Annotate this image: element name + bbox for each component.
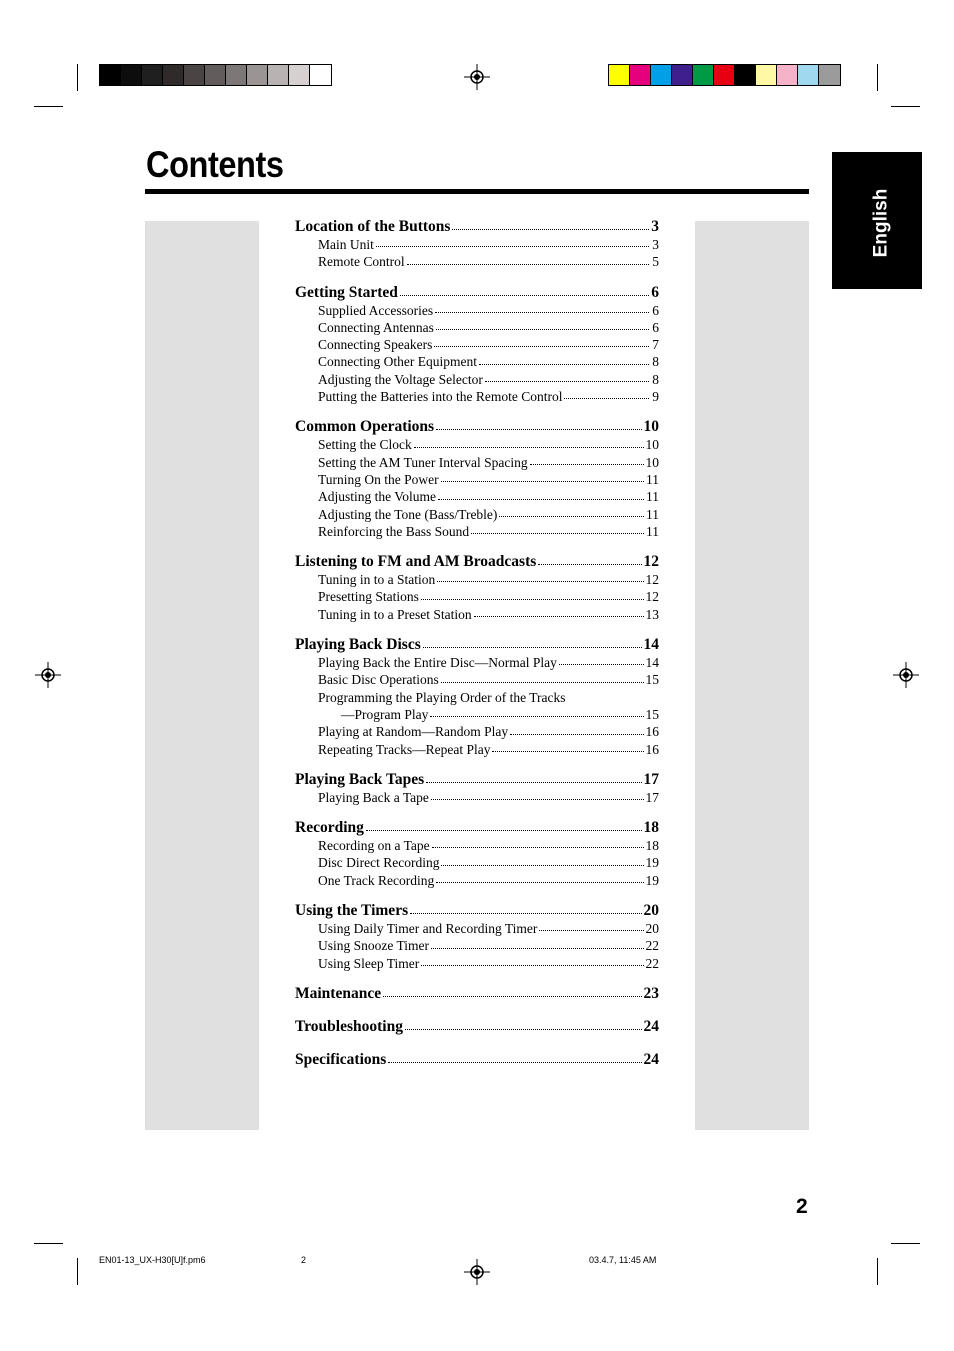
dot-leader [564,397,649,399]
color-swatch [735,65,756,85]
toc-section [295,771,659,807]
toc-heading-page: 6 [651,283,659,301]
toc-entry [295,372,659,389]
toc-entry-page: 15 [645,706,659,722]
toc-entry [295,303,659,320]
toc-entry [295,655,659,672]
toc-section [295,218,659,272]
color-swatch [226,65,247,85]
color-swatch [310,65,331,85]
crop-mark [877,1258,878,1285]
toc-entry-page: 13 [645,606,659,622]
dot-leader [436,881,643,883]
color-swatch [714,65,735,85]
dot-leader [430,715,643,717]
toc-entry [295,790,659,807]
registration-mark-icon [35,662,61,688]
toc-entry [295,956,659,973]
toc-entry-page: 22 [645,955,659,971]
toc-section [295,418,659,541]
dot-leader [436,428,641,430]
process-color-bar [608,64,841,86]
toc-entry-label: Playing Back the Entire Disc—Normal Play [318,655,557,671]
toc-heading-label: Playing Back Tapes [295,770,425,788]
toc-heading-page: 23 [643,984,659,1002]
color-swatch [205,65,226,85]
dot-leader [559,663,644,665]
toc-heading-label: Using the Timers [295,902,409,920]
left-panel [145,221,259,1130]
toc-heading [295,553,659,572]
toc-heading-page: 3 [651,218,659,235]
toc-entry [295,472,659,489]
footer-filename: EN01-13_UX-H30[U]f.pm6 [99,1255,206,1265]
dot-leader [471,532,644,534]
toc-entry-label: Adjusting the Voltage Selector [318,371,483,387]
toc-entry [295,690,659,707]
toc-entry-page: 6 [652,319,659,335]
toc-section [295,553,659,624]
toc-entry-label: Repeating Tracks—Repeat Play [318,741,491,757]
dot-leader [423,646,642,648]
toc-entry-label: Programming the Playing Order of the Tracks [318,689,566,705]
dot-leader [499,515,644,517]
toc-heading [295,284,659,303]
table-of-contents [295,218,659,1084]
color-swatch [268,65,289,85]
toc-heading-label: Specifications [295,1050,387,1068]
dot-leader [436,328,649,330]
registration-mark-icon [893,662,919,688]
toc-entry-page: 12 [645,589,659,605]
toc-heading-label: Playing Back Discs [295,636,421,654]
toc-entry-page: 11 [646,523,659,539]
toc-heading-page: 20 [643,902,659,920]
dot-leader [366,829,642,831]
dot-leader [441,864,643,866]
toc-heading-label: Getting Started [295,283,398,301]
color-swatch [756,65,777,85]
toc-heading-page: 14 [643,636,659,654]
color-swatch [630,65,651,85]
toc-entry-label: Using Sleep Timer [318,955,420,971]
dot-leader [437,580,643,582]
dot-leader [438,498,644,500]
toc-section [295,1018,659,1037]
dot-leader [407,263,649,265]
toc-entry-page: 14 [645,655,659,671]
toc-entry-page: 19 [645,872,659,888]
dot-leader [432,846,644,848]
crop-mark [34,106,63,107]
toc-entry-label: Adjusting the Volume [318,489,437,505]
toc-section [295,985,659,1004]
toc-entry-label: Connecting Antennas [318,319,434,335]
toc-entry-label: Connecting Other Equipment [318,354,477,370]
right-panel [695,221,809,1130]
toc-entry-page: 9 [652,389,659,405]
toc-entry-page: 3 [652,237,659,252]
toc-entry-label: Basic Disc Operations [318,672,439,688]
page-title: Contents [146,144,284,185]
registration-mark-icon [464,1259,490,1285]
toc-entry [295,237,659,254]
toc-entry-label: Adjusting the Tone (Bass/Treble) [318,506,498,522]
color-swatch [777,65,798,85]
dot-leader [388,1061,641,1063]
toc-entry [295,337,659,354]
toc-section [295,1051,659,1070]
crop-mark [891,106,920,107]
toc-heading [295,418,659,437]
toc-entry [295,921,659,938]
color-swatch [184,65,205,85]
toc-entry [295,389,659,406]
toc-entry [295,437,659,454]
toc-section [295,636,659,759]
crop-mark [77,64,78,91]
toc-entry-label: Tuning in to a Preset Station [318,606,472,622]
toc-entry [295,707,659,724]
crop-mark [34,1243,63,1244]
crop-mark [877,64,878,91]
toc-section [295,284,659,407]
toc-entry-label: Connecting Speakers [318,337,433,353]
toc-entry [295,589,659,606]
toc-entry-page: 7 [652,337,659,353]
toc-entry-page: 15 [645,672,659,688]
toc-section [295,819,659,890]
toc-heading-page: 10 [643,418,659,436]
dot-leader [479,363,649,365]
toc-entry-page: 10 [645,437,659,453]
toc-entry [295,320,659,337]
dot-leader [414,446,644,448]
dot-leader [567,699,649,700]
dot-leader [452,228,649,230]
dot-leader [441,681,644,683]
dot-leader [530,463,644,465]
dot-leader [492,750,643,752]
color-swatch [609,65,630,85]
toc-heading-page: 24 [643,1050,659,1068]
dot-leader [431,947,643,949]
toc-entry [295,489,659,506]
dot-leader [539,929,643,931]
toc-entry-page: 22 [645,938,659,954]
dot-leader [405,1028,642,1030]
toc-entry-label: Recording on a Tape [318,838,430,854]
toc-entry [295,724,659,741]
toc-heading [295,218,659,237]
toc-entry-page: 17 [645,789,659,805]
toc-heading-label: Common Operations [295,418,435,436]
toc-entry-label: Main Unit [318,237,374,252]
toc-entry-page: 6 [652,302,659,318]
toc-entry-page: 20 [645,921,659,937]
dot-leader [485,380,649,382]
toc-entry [295,938,659,955]
toc-entry-label: —Program Play [341,706,429,722]
color-swatch [142,65,163,85]
dot-leader [510,733,643,735]
toc-entry-page: 11 [646,489,659,505]
toc-entry-page: 8 [652,371,659,387]
dot-leader [538,563,641,565]
toc-entry-label: Playing Back a Tape [318,789,429,805]
toc-entry [295,455,659,472]
toc-heading [295,636,659,655]
toc-entry-label: Setting the AM Tuner Interval Spacing [318,454,528,470]
color-swatch [289,65,310,85]
color-swatch [121,65,142,85]
dot-leader [421,964,643,966]
footer-page: 2 [301,1255,307,1265]
toc-entry-label: Presetting Stations [318,589,419,605]
toc-heading [295,985,659,1004]
toc-entry-page: 5 [652,254,659,270]
toc-entry-page: 18 [645,838,659,854]
color-swatch [100,65,121,85]
toc-heading-page: 17 [643,770,659,788]
toc-entry [295,838,659,855]
toc-entry-label: Turning On the Power [318,471,439,487]
toc-entry [295,855,659,872]
color-swatch [163,65,184,85]
crop-mark [891,1243,920,1244]
toc-entry-label: Setting the Clock [318,437,412,453]
toc-entry [295,507,659,524]
grayscale-color-bar [99,64,332,86]
toc-entry [295,524,659,541]
page-number: 2 [796,1195,808,1218]
color-swatch [672,65,693,85]
toc-entry-label: Playing at Random—Random Play [318,724,509,740]
toc-entry [295,254,659,271]
toc-heading [295,819,659,838]
toc-entry [295,607,659,624]
footer-timestamp: 03.4.7, 11:45 AM [589,1255,657,1265]
toc-entry [295,672,659,689]
dot-leader [441,480,644,482]
registration-mark-icon [464,64,490,90]
toc-section [295,902,659,973]
dot-leader [376,245,649,247]
dot-leader [421,598,644,600]
crop-mark [77,1258,78,1285]
toc-entry-page: 19 [645,855,659,871]
toc-heading-label: Listening to FM and AM Broadcasts [295,553,537,571]
toc-heading-label: Troubleshooting [295,1017,403,1035]
title-rule [145,189,809,194]
language-tab [832,152,922,289]
toc-heading-label: Location of the Buttons [295,218,451,235]
toc-entry [295,873,659,890]
toc-entry-label: Putting the Batteries into the Remote Control [318,389,563,405]
dot-leader [435,311,649,313]
toc-entry-label: Tuning in to a Station [318,572,436,588]
language-tab-label: English [870,188,892,258]
toc-entry-label: Disc Direct Recording [318,855,440,871]
dot-leader [474,615,644,617]
dot-leader [431,798,644,800]
toc-entry-page: 16 [645,741,659,757]
toc-heading [295,902,659,921]
toc-heading-page: 24 [643,1017,659,1035]
toc-entry-label: Remote Control [318,254,405,270]
toc-heading [295,1018,659,1037]
toc-entry-page: 12 [645,572,659,588]
toc-entry-label: Supplied Accessories [318,302,434,318]
toc-heading-page: 12 [643,553,659,571]
toc-heading [295,1051,659,1070]
toc-entry-page: 11 [646,506,659,522]
dot-leader [434,345,649,347]
toc-entry-page: 16 [645,724,659,740]
dot-leader [400,294,649,296]
toc-entry-label: Using Daily Timer and Recording Timer [318,921,538,937]
toc-entry-label: Reinforcing the Bass Sound [318,523,470,539]
dot-leader [383,995,641,997]
toc-entry [295,354,659,371]
toc-entry [295,742,659,759]
toc-heading-page: 18 [643,819,659,837]
toc-entry-label: One Track Recording [318,872,435,888]
toc-heading [295,771,659,790]
toc-entry-label: Using Snooze Timer [318,938,430,954]
toc-heading-label: Recording [295,819,364,837]
dot-leader [410,912,641,914]
toc-entry-page: 10 [645,454,659,470]
toc-entry [295,572,659,589]
color-swatch [247,65,268,85]
color-swatch [693,65,714,85]
color-swatch [798,65,819,85]
color-swatch [819,65,840,85]
color-swatch [651,65,672,85]
toc-heading-label: Maintenance [295,984,382,1002]
dot-leader [426,781,641,783]
toc-entry-page: 8 [652,354,659,370]
toc-entry-page: 11 [646,471,659,487]
